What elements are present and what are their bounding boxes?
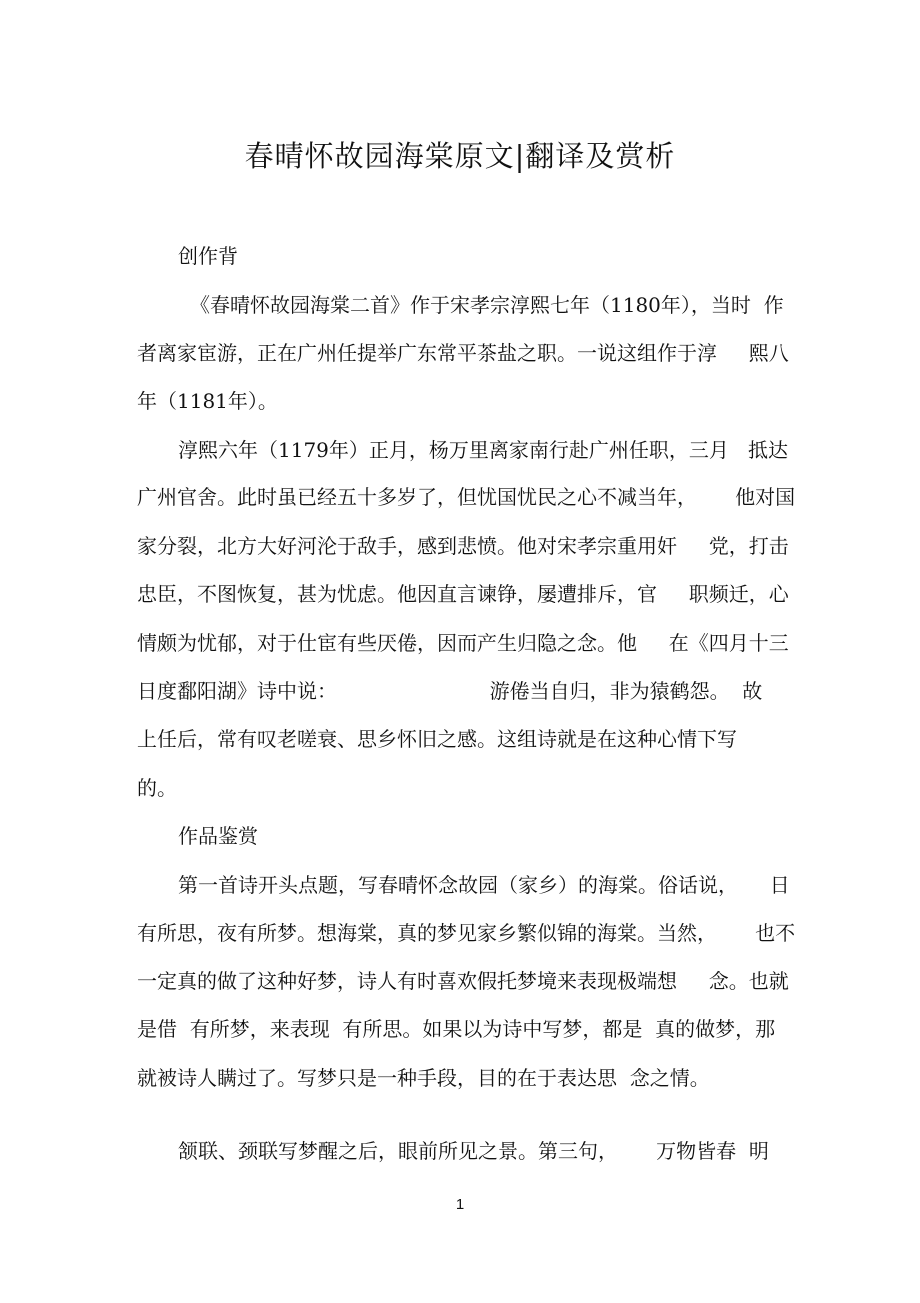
paragraph-line: 就被诗人瞒过了。写梦只是一种手段，目的在于表达思 念之情。 (137, 1066, 710, 1090)
paragraph-line: 情颇为忧郁，对于仕宦有些厌倦，因而产生归隐之念。他 在《四月十三 (137, 631, 789, 655)
paragraph-line: 颔联、颈联写梦醒之后，眼前所见之景。第三句， 万物皆春 明 (178, 1139, 769, 1163)
paragraph-line: 《春晴怀故园海棠二首》作于宋孝宗淳熙七年（1180年），当时 作 (190, 293, 784, 317)
paragraph-line: 上任后，常有叹老嗟衰、思乡怀旧之感。这组诗就是在这种心情下写 (137, 727, 737, 751)
paragraph-line: 日度鄱阳湖》诗中说： 游倦当自归，非为猿鹤怨。 故 (137, 679, 763, 703)
section-heading-appreciation: 作品鉴赏 (178, 824, 258, 848)
paragraph-line: 有所思，夜有所梦。想海棠，真的梦见家乡繁似锦的海棠。当然， 也不 (137, 921, 796, 945)
paragraph-line: 者离家宦游，正在广州任提举广东常平茶盐之职。一说这组作于淳 熙八 (137, 341, 789, 365)
paragraph-line: 一定真的做了这种好梦，诗人有时喜欢假托梦境来表现极端想 念。也就 (137, 969, 789, 993)
paragraph-line: 的。 (137, 776, 177, 800)
section-heading-background: 创作背 (178, 244, 238, 268)
page-number: 1 (455, 1196, 465, 1213)
paragraph-line: 忠臣，不图恢复，甚为忧虑。他因直言谏铮，屡遭排斥，官 职频迁，心 (137, 582, 789, 606)
paragraph-line: 年（1181年）。 (137, 389, 278, 413)
paragraph-line: 第一首诗开头点题，写春晴怀念故园（家乡）的海棠。俗话说， 日 (178, 873, 790, 897)
document-title: 春晴怀故园海棠原文|翻译及赏析 (244, 139, 676, 173)
paragraph-line: 广州官舍。此时虽已经五十多岁了，但忧国忧民之心不减当年， 他对国 (137, 485, 796, 509)
paragraph-line: 家分裂，北方大好河沦于敌手，感到悲愤。他对宋孝宗重用奸 党，打击 (137, 534, 789, 558)
paragraph-line: 是借 有所梦，来表现 有所思。如果以为诗中写梦，都是 真的做梦，那 (137, 1017, 776, 1041)
paragraph-line: 淳熙六年（1179年）正月，杨万里离家南行赴广州任职，三月 抵达 (178, 438, 788, 462)
